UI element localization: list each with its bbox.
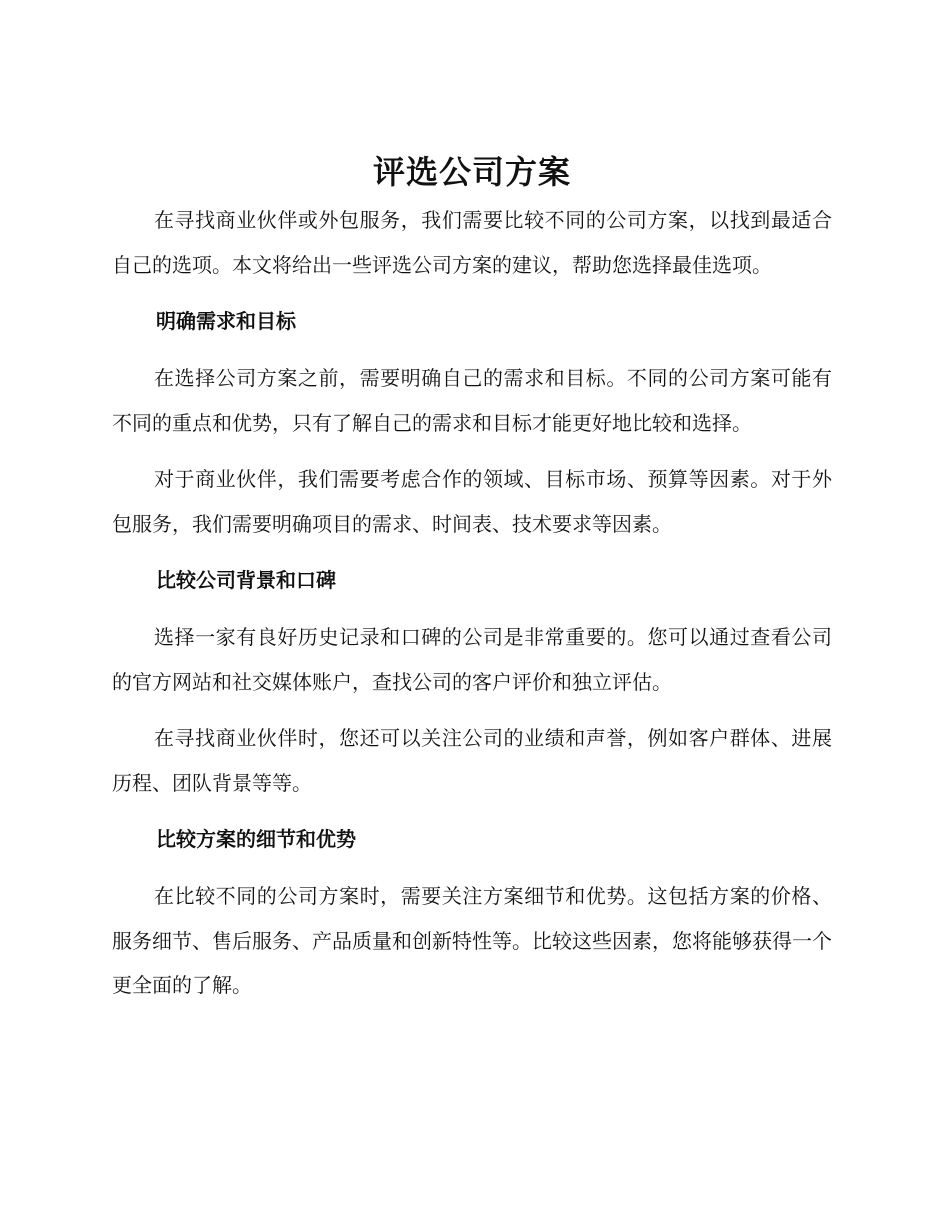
body-paragraph: 在选择公司方案之前，需要明确自己的需求和目标。不同的公司方案可能有不同的重点和优势，只有了解自己的需求和目标才能更好地比较和选择。 bbox=[112, 366, 832, 435]
section-heading: 比较公司背景和口碑 bbox=[156, 568, 336, 592]
body-paragraph: 在寻找商业伙伴时，您还可以关注公司的业绩和声誉，例如客户群体、进展历程、团队背景等等。 bbox=[112, 726, 832, 795]
body-paragraph: 在比较不同的公司方案时，需要关注方案细节和优势。这包括方案的价格、服务细节、售后服务、产品质量和创新特性等。比较这些因素，您将能够获得一个更全面的了解。 bbox=[112, 884, 832, 997]
body-paragraph: 对于商业伙伴，我们需要考虑合作的领域、目标市场、预算等因素。对于外包服务，我们需要明确项目的需求、时间表、技术要求等因素。 bbox=[112, 467, 832, 536]
body-paragraph: 选择一家有良好历史记录和口碑的公司是非常重要的。您可以通过查看公司的官方网站和社交媒体账户，查找公司的客户评价和独立评估。 bbox=[112, 625, 832, 694]
section-heading: 比较方案的细节和优势 bbox=[156, 827, 356, 851]
section-heading: 明确需求和目标 bbox=[156, 309, 296, 333]
intro-paragraph: 在寻找商业伙伴或外包服务，我们需要比较不同的公司方案，以找到最适合自己的选项。本文将给出一些评选公司方案的建议，帮助您选择最佳选项。 bbox=[112, 208, 832, 277]
document-title: 评选公司方案 bbox=[372, 153, 571, 191]
document-page bbox=[112, 150, 832, 1020]
